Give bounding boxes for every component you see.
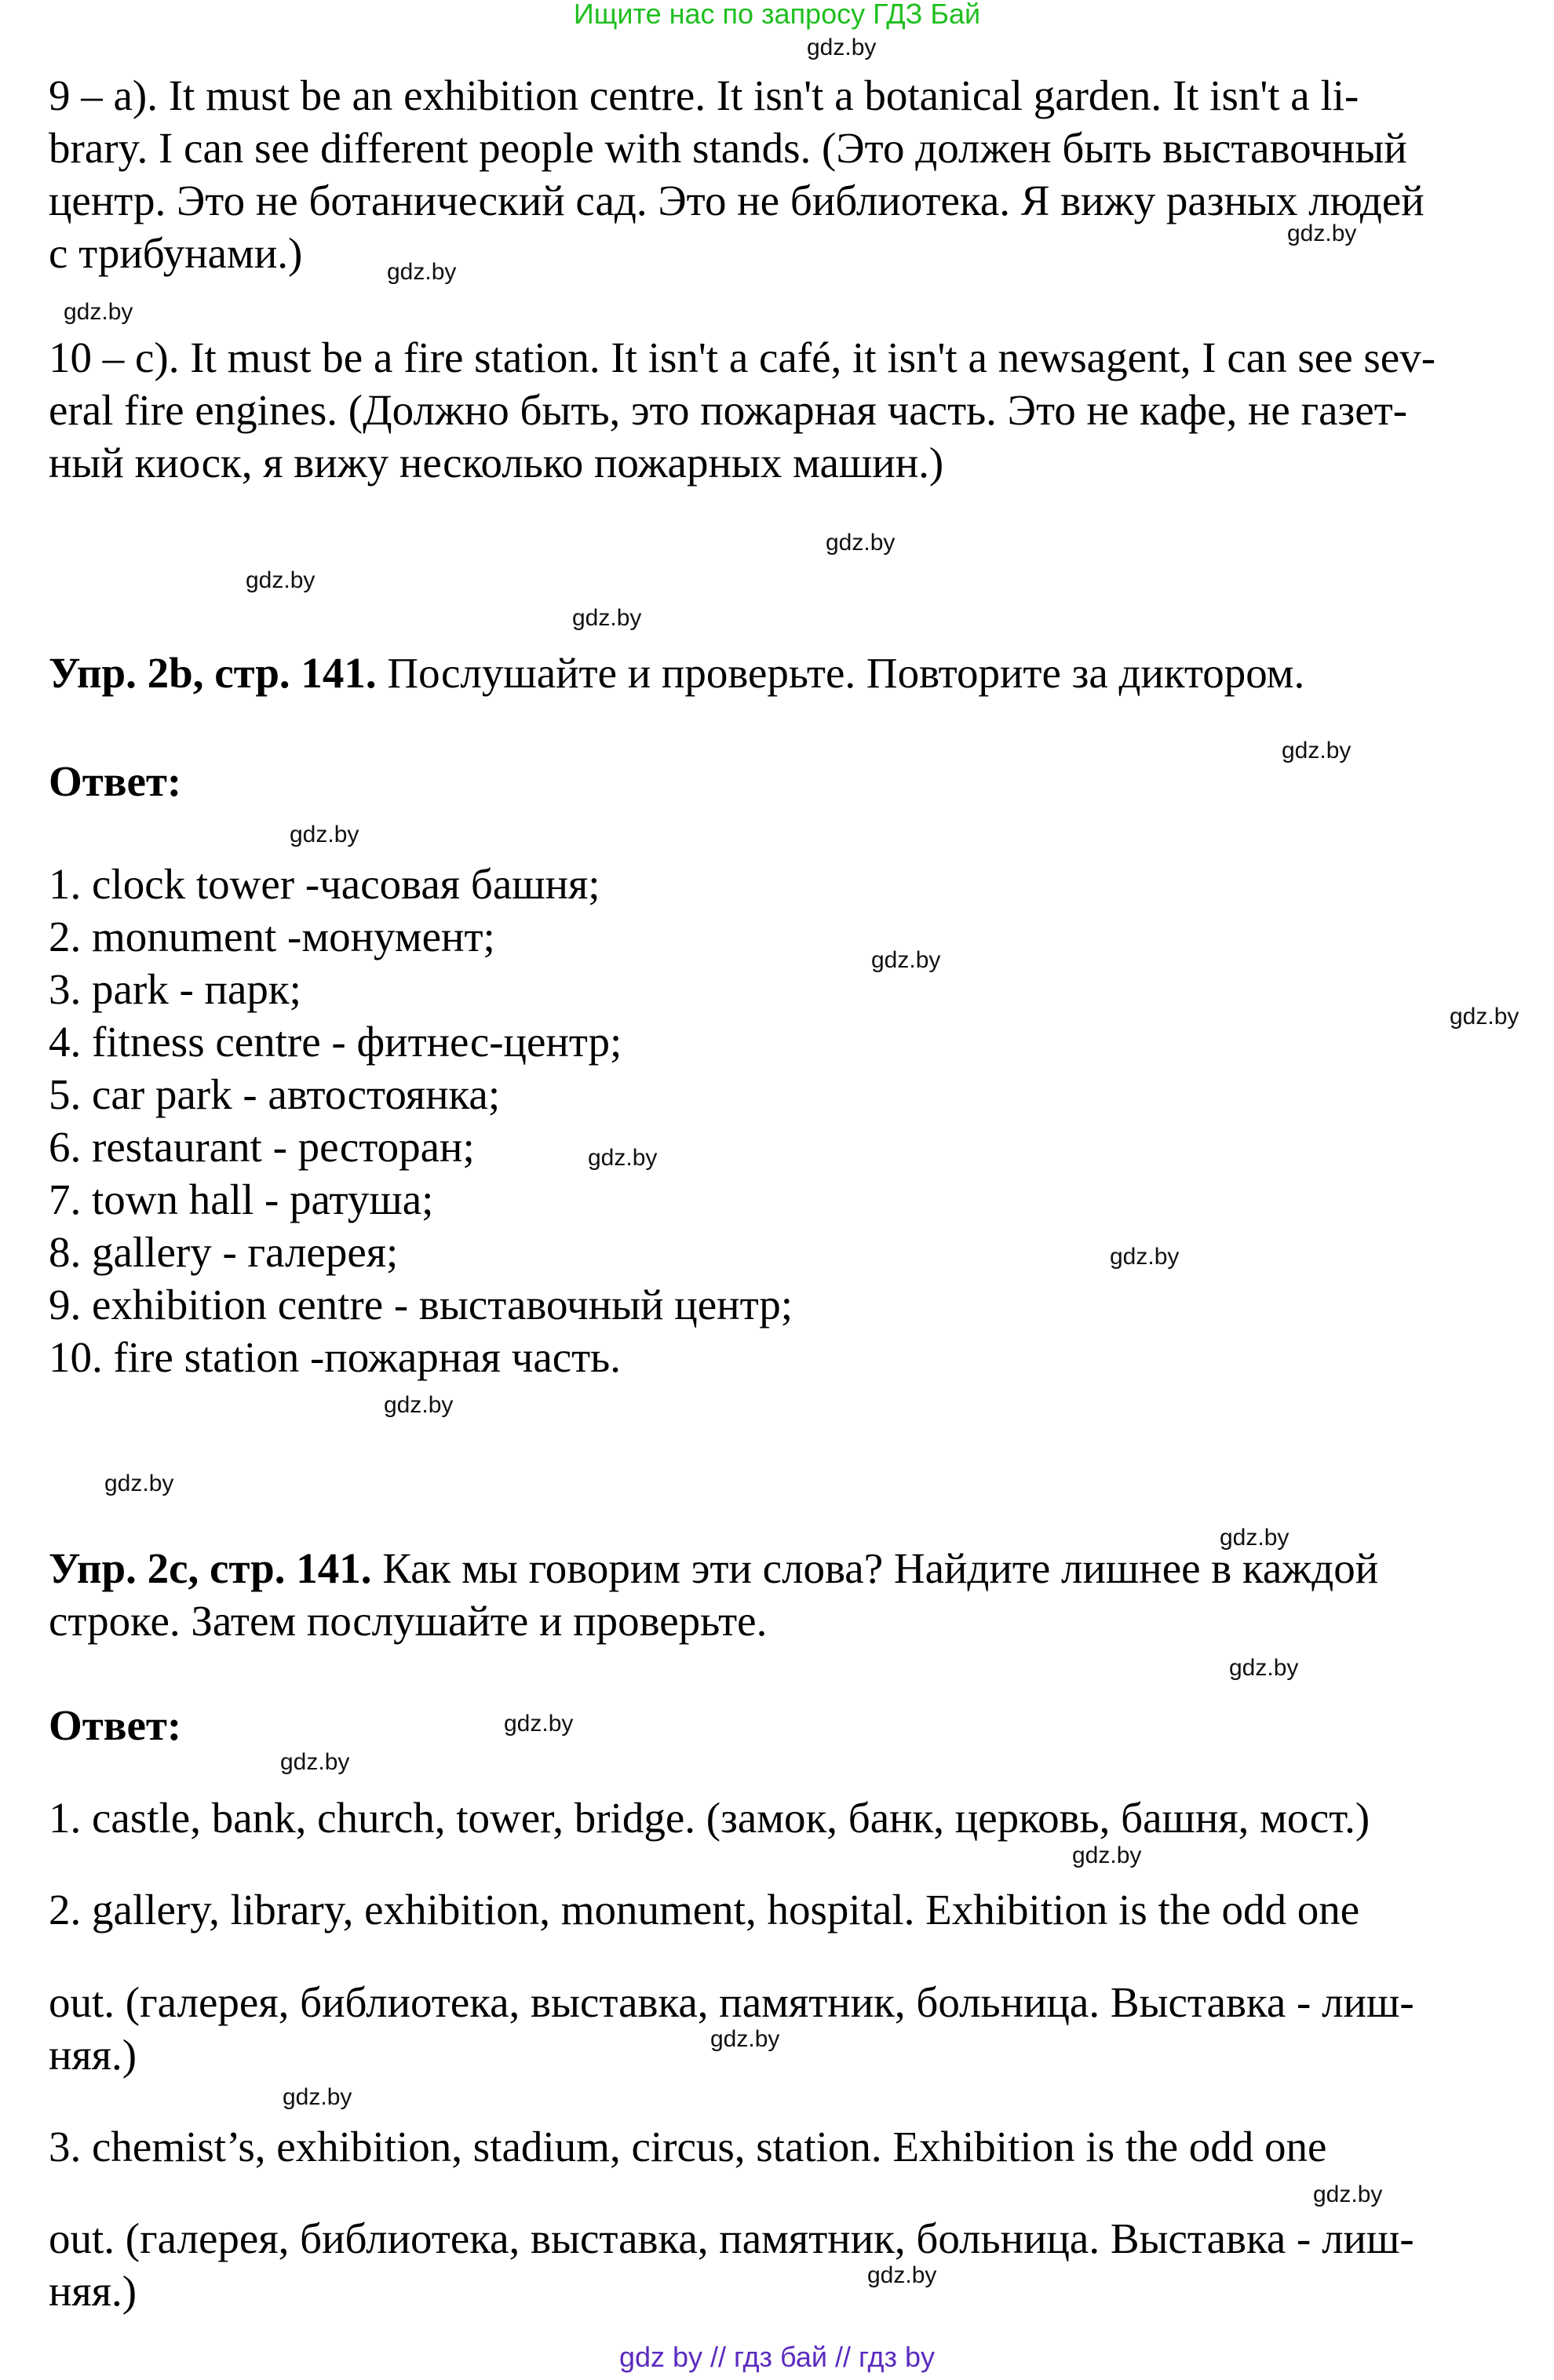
list-item: 8. gallery - галерея; — [49, 1228, 399, 1276]
item10-line: eral fire engines. (Должно быть, это пожарная часть. Это не кафе, не газет- — [49, 386, 1408, 434]
watermark: gdz.by — [1220, 1525, 1290, 1551]
watermark: gdz.by — [387, 259, 457, 285]
item9-line: центр. Это не ботанический сад. Это не библиотека. Я вижу разных людей — [49, 177, 1424, 224]
list-item: 4. fitness centre - фитнес-центр; — [49, 1018, 622, 1066]
item9-line: brary. I can see different people with stands. (Это должен быть выставочный — [49, 124, 1407, 172]
list-item: 9. exhibition centre - выставочный центр; — [49, 1281, 793, 1328]
list-item: 2. monument -монумент; — [49, 913, 495, 960]
answer-item-1: 1. castle, bank, church, tower, bridge. (замок, банк, церковь, башня, мост.) — [49, 1794, 1370, 1842]
exercise-2c-heading — [49, 1542, 1378, 1595]
answer-item-2-line: out. (галерея, библиотека, выставка, памятник, больница. Выставка - лиш- — [49, 1978, 1414, 2026]
watermark: gdz.by — [1072, 1842, 1142, 1868]
exercise-2c-instruction-line2: строке. Затем послушайте и проверьте. — [49, 1597, 768, 1645]
watermark: gdz.by — [1313, 2181, 1383, 2207]
item9-line: с трибунами.) — [49, 229, 303, 277]
exercise-2c-label: Упр. 2c, стр. 141. — [49, 1544, 372, 1592]
watermark: gdz.by — [710, 2026, 780, 2052]
answer-item-2-line: 2. gallery, library, exhibition, monument, hospital. Exhibition is the odd one — [49, 1886, 1360, 1934]
top-banner[interactable]: Ищите нас по запросу ГДЗ Бай — [573, 0, 981, 30]
watermark: gdz.by — [867, 2262, 937, 2288]
exercise-2b-label: Упр. 2b, стр. 141. — [49, 649, 377, 697]
watermark: gdz.by — [1110, 1244, 1180, 1270]
answer-label: Ответ: — [49, 757, 182, 805]
exercise-2c-instruction: Как мы говорим эти слова? Найдите лишнее в каждой — [371, 1544, 1379, 1592]
watermark: gdz.by — [1450, 1004, 1519, 1030]
watermark: gdz.by — [588, 1145, 658, 1171]
footer-links[interactable]: gdz by // гдз бай // гдз by — [618, 2341, 936, 2373]
watermark: gdz.by — [1229, 1655, 1299, 1681]
exercise-2b-instruction: Послушайте и проверьте. Повторите за диктором. — [376, 649, 1305, 697]
watermark: gdz.by — [826, 530, 896, 556]
watermark: gdz.by — [104, 1471, 174, 1496]
watermark: gdz.by — [280, 1749, 350, 1775]
answer-item-3-line: няя.) — [49, 2267, 137, 2315]
watermark: gdz.by — [807, 35, 877, 60]
watermark: gdz.by — [290, 822, 359, 847]
answer-item-3-line: 3. chemist’s, exhibition, stadium, circus, station. Exhibition is the odd one — [49, 2123, 1327, 2170]
item10-line: ный киоск, я вижу несколько пожарных машин.) — [49, 439, 944, 487]
watermark: gdz.by — [572, 605, 642, 631]
watermark: gdz.by — [1282, 738, 1352, 764]
list-item: 10. fire station -пожарная часть. — [49, 1333, 622, 1381]
answer-item-3-line: out. (галерея, библиотека, выставка, памятник, больница. Выставка - лиш- — [49, 2214, 1414, 2262]
watermark: gdz.by — [283, 2084, 352, 2110]
list-item: 1. clock tower -часовая башня; — [49, 860, 600, 908]
watermark: gdz.by — [384, 1392, 454, 1418]
answer-item-2-line: няя.) — [49, 2031, 137, 2079]
watermark: gdz.by — [871, 947, 941, 973]
answer-label: Ответ: — [49, 1701, 182, 1749]
watermark: gdz.by — [64, 299, 133, 325]
exercise-2b-heading — [49, 647, 1304, 699]
item9-line: 9 – a). It must be an exhibition centre. It isn't a botanical garden. It isn't a li- — [49, 71, 1359, 119]
item10-line: 10 – c). It must be a fire station. It isn't a café, it isn't a newsagent, I can see sev- — [49, 333, 1436, 381]
watermark: gdz.by — [504, 1711, 574, 1737]
watermark: gdz.by — [246, 567, 316, 593]
list-item: 7. town hall - ратуша; — [49, 1175, 434, 1223]
list-item: 5. car park - автостоянка; — [49, 1070, 501, 1118]
watermark: gdz.by — [1287, 221, 1357, 246]
list-item: 3. park - парк; — [49, 965, 301, 1013]
list-item: 6. restaurant - ресторан; — [49, 1123, 475, 1171]
